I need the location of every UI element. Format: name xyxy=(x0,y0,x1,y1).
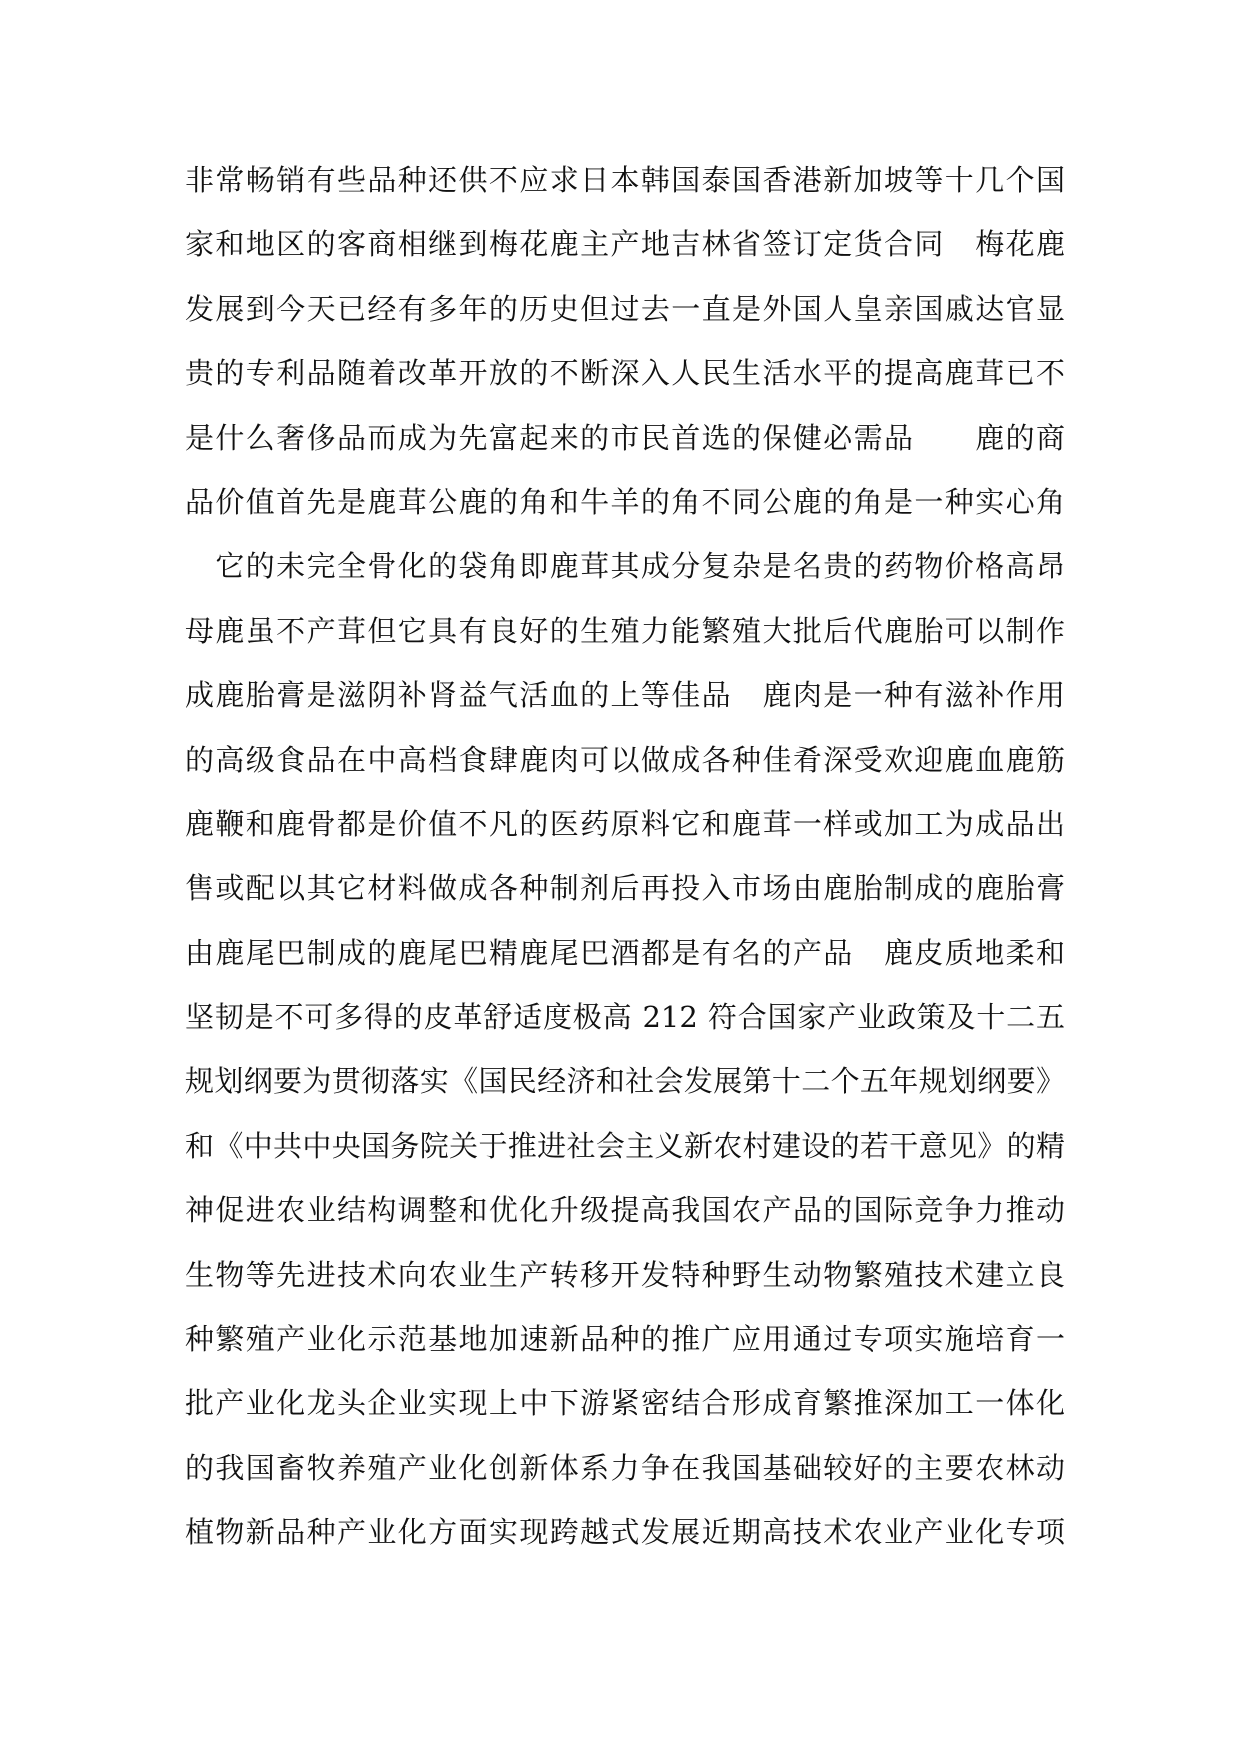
text-line: 品价值首先是鹿茸公鹿的角和牛羊的角不同公鹿的角是一种实心角 xyxy=(185,484,1065,519)
text-line: 发展到今天已经有多年的历史但过去一直是外国人皇亲国戚达官显 xyxy=(185,291,1065,326)
text-line: 生物等先进技术向农业生产转移开发特种野生动物繁殖技术建立良 xyxy=(185,1257,1065,1292)
body-text xyxy=(185,160,1065,1577)
text-line: 售或配以其它材料做成各种制剂后再投入市场由鹿胎制成的鹿胎膏 xyxy=(185,871,1065,906)
text-line: 鹿鞭和鹿骨都是价值不凡的医药原料它和鹿茸一样或加工为成品出 xyxy=(185,806,1065,841)
text-line: 非常畅销有些品种还供不应求日本韩国泰国香港新加坡等十几个国 xyxy=(185,163,1065,197)
text-line: 的高级食品在中高档食肆鹿肉可以做成各种佳肴深受欢迎鹿血鹿筋 xyxy=(185,742,1065,777)
text-line: 贵的专利品随着改革开放的不断深入人民生活水平的提高鹿茸已不 xyxy=(185,356,1065,391)
text-line: 批产业化龙头企业实现上中下游紧密结合形成育繁推深加工一体化 xyxy=(185,1386,1065,1421)
text-line: 坚韧是不可多得的皮革舒适度极高 212 符合国家产业政策及十二五 xyxy=(185,1000,1065,1035)
text-line: 母鹿虽不产茸但它具有良好的生殖力能繁殖大批后代鹿胎可以制作 xyxy=(185,613,1065,648)
text-line: 植物新品种产业化方面实现跨越式发展近期高技术农业产业化专项 xyxy=(185,1515,1065,1550)
text-line: 它的未完全骨化的袋角即鹿茸其成分复杂是名贵的药物价格高昂 xyxy=(185,549,1065,584)
text-line: 规划纲要为贯彻落实《国民经济和社会发展第十二个五年规划纲要》 xyxy=(185,1064,1065,1099)
text-line: 神促进农业结构调整和优化升级提高我国农产品的国际竞争力推动 xyxy=(185,1193,1065,1228)
text-line: 是什么奢侈品而成为先富起来的市民首选的保健必需品 鹿的商 xyxy=(185,420,1065,455)
text-line: 家和地区的客商相继到梅花鹿主产地吉林省签订定货合同 梅花鹿 xyxy=(185,227,1065,262)
text-line: 由鹿尾巴制成的鹿尾巴精鹿尾巴酒都是有名的产品 鹿皮质地柔和 xyxy=(185,935,1065,970)
text-line: 种繁殖产业化示范基地加速新品种的推广应用通过专项实施培育一 xyxy=(185,1322,1065,1357)
text-line: 的我国畜牧养殖产业化创新体系力争在我国基础较好的主要农林动 xyxy=(185,1450,1065,1485)
text-line: 和《中共中央国务院关于推进社会主义新农村建设的若干意见》的精 xyxy=(185,1128,1065,1163)
text-line: 成鹿胎膏是滋阴补肾益气活血的上等佳品 鹿肉是一种有滋补作用 xyxy=(185,678,1065,713)
